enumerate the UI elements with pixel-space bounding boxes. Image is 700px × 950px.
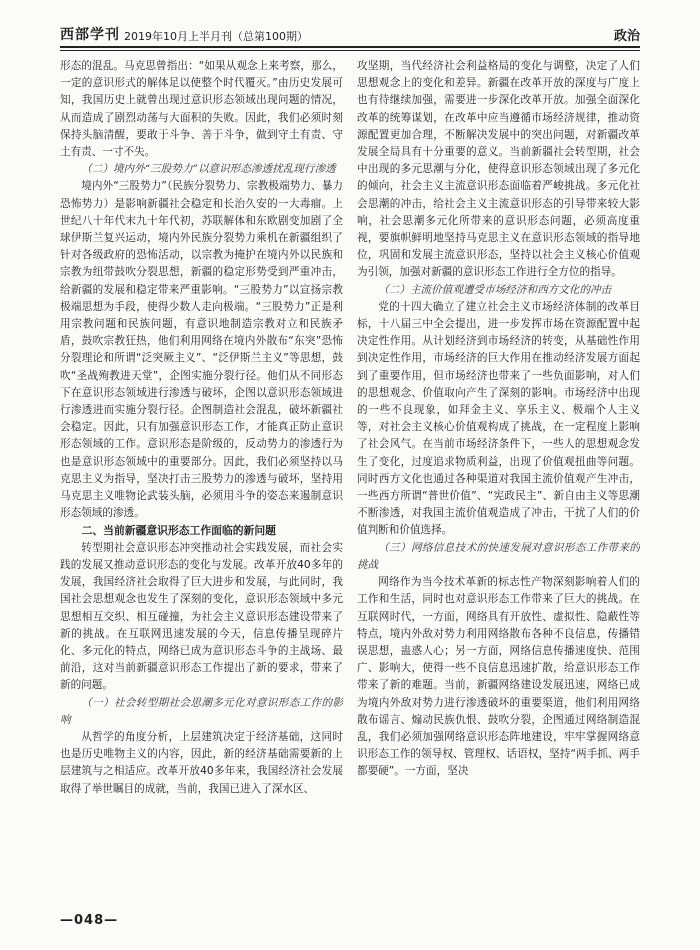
paragraph: 形态的混乱。马克思曾指出：“如果从观念上来考察，那么，一定的意识形式的解体足以使整个时代覆灭。”由历史发展可知，我国历史上就曾出现过意识形态领域出现问题的情况，从而造成了剧烈动荡与大面积的失败。因此，我们必须时刻保持头脑清醒，要敢于斗争、善于斗争，做到守土有责、守土有责、一寸不失。 xyxy=(60,60,343,159)
section-heading: （二）主流价值观遭受市场经济和西方文化的冲击 xyxy=(378,283,612,296)
header-rule-thin xyxy=(60,50,640,51)
header-rule-thick xyxy=(60,46,640,48)
paragraph: 党的十四大确立了建立社会主义市场经济体制的改革目标，十八届三中全会提出，进一步发挥市场在资源配置中起决定性作用。从计划经济到市场经济的转变，从基础性作用到决定性作用，市场经济的巨大作用在推动经济发展方面起到了重要作用，但市场经济也带来了一些负面影响，对人们的思想观念、价值取向产生了深刻的影响。市场经济中出现的一些不良现象，如拜金主义、享乐主义、极端个人主义等，对社会主义核心价值观构成了挑战，在一定程度上影响了社会风气。在当前市场经济条件下，一些人的思想观念发生了变化，过度追求物质利益，出现了价值观扭曲等问题。同时西方文化也通过各种渠道对我国主流价值观产生冲击，一些西方所谓“普世价值”、“宪政民主”、新自由主义等思潮不断渗透，对我国主流价值观造成了冲击，干扰了人们的价值判断和价值选择。 xyxy=(357,300,640,537)
journal-name: 西部学刊 xyxy=(60,27,120,43)
paragraph: 攻坚期，当代经济社会利益格局的变化与调整，决定了人们思想观念上的变化和差异。新疆在改革开放的深度与广度上也有待继续加强，需要进一步深化改革开放。加强全面深化改革的统筹谋划，在改革中应当遵循市场经济规律，推动资源配置更加合理，不断解决发展中的突出问题，对新疆改革发展全局具有十分重要的意义。当前新疆社会转型期，社会中出现的多元思潮与分化，使得意识形态领域出现了多元化的倾向，社会主义主流意识形态面临着严峻挑战。多元化社会思潮的冲击，给社会主义主流意识形态的引导带来较大影响，社会思潮多元化所带来的意识形态问题，必须高度重视，要旗帜鲜明地坚持马克思主义在意识形态领域的指导地位，巩固和发展主流意识形态，坚持以社会主义核心价值观为引领，加强对新疆的意识形态工作进行全方位的指导。 xyxy=(357,60,640,279)
right-column xyxy=(357,58,640,908)
paragraph: 网络作为当今技术革新的标志性产物深刻影响着人们的工作和生活，同时也对意识形态工作带来了巨大的挑战。在互联网时代，一方面，网络具有开放性、虚拟性、隐蔽性等特点，境内外敌对势力利用网络散布各种不良信息，传播错误思想，蛊惑人心；另一方面，网络信息传播速度快、范围广、影响大，使得一些不良信息迅速扩散，给意识形态工作带来了新的难题。当前，新疆网络建设发展迅速，网络已成为境内外敌对势力进行渗透破坏的重要渠道，他们利用网络散布谣言、煽动民族仇恨、鼓吹分裂，企图通过网络制造混乱，我们必须加强网络意识形态阵地建设，牢牢掌握网络意识形态工作的领导权、管理权、话语权，坚持“两手抓、两手都要硬”。一方面，坚决 xyxy=(357,576,640,778)
left-column xyxy=(60,58,343,908)
section-heading: （二）境内外“三股势力”以意识形态渗透扰乱现行渗透 xyxy=(81,163,336,176)
section-heading: （一）社会转型期社会思潮多元化对意识形态工作的影响 xyxy=(60,696,343,726)
paragraph: 从哲学的角度分析，上层建筑决定于经济基础，这同时也是历史唯物主义的内容，因此，新的经济基础需要新的上层建筑与之相适应。改革开放40多年来，我国经济社会发展取得了举世瞩目的成就，当前，我国已进入了深水区、 xyxy=(60,730,343,795)
section-heading: （三）网络信息技术的快速发展对意识形态工作带来的挑战 xyxy=(357,541,640,571)
paragraph: 境内外“三股势力”（民族分裂势力、宗教极端势力、暴力恐怖势力）是影响新疆社会稳定和长治久安的一大毒瘤。上世纪八十年代末九十年代初，苏联解体和东欧剧变加剧了全球伊斯兰复兴运动，境内外民族分裂势力乘机在新疆组织了针对各级政府的恐怖活动，以宗教为掩护在境内外以民族和宗教为纽带鼓吹分裂思想，新疆的稳定形势受到严重冲击，给新疆的发展和稳定带来严重影响。“三股势力”以宣扬宗教极端思想为手段，使得少数人走向极端。“三股势力”正是利用宗教问题和民族问题，有意识地制造宗教对立和民族矛盾，鼓吹宗教狂热，他们利用网络在境内外散布“东突”恐怖分裂理论和所谓“泛突厥主义”、“泛伊斯兰主义”等思想，鼓吹“圣战殉教进天堂”，企图实施分裂行径。他们从不同形态下在意识形态领域进行渗透与破坏，企图以意识形态领域进行渗透进而实施分裂行径。企图制造社会混乱，破坏新疆社会稳定。因此，只有加强意识形态工作，才能真正防止意识形态领域的工作。意识形态是阶级的，反动势力的渗透行为也是意识形态领域中的重要部分。因此，我们必须坚持以马克思主义为指导，坚决打击三股势力的渗透与破坏，坚持用马克思主义唯物论武装头脑，必须用斗争的姿态来遏制意识形态领域的渗透。 xyxy=(60,180,343,520)
section-heading: 二、当前新疆意识形态工作面临的新问题 xyxy=(81,524,276,538)
running-header xyxy=(60,20,640,44)
issue-info: 2019年10月上半月刊（总第100期） xyxy=(124,30,308,43)
paragraph: 转型期社会意识形态冲突推动社会实践发展，而社会实践的发展又推动意识形态的变化与发展。改革开放40多年的发展，我国经济社会取得了巨大进步和发展，与此同时，我国社会思想观念也发生了深刻的变化，意识形态领域中多元思想相互交织、相互碰撞，为社会主义意识形态建设带来了新的挑战。在互联网迅速发展的今天，信息传播呈现碎片化、多元化的特点，网络已成为意识形态斗争的主战场、最前沿，这对当前新疆意识形态工作提出了新的要求，带来了新的问题。 xyxy=(60,541,343,692)
page-number: —048— xyxy=(60,913,119,928)
body-columns xyxy=(60,58,640,908)
header-left xyxy=(60,24,308,44)
section-label: 政治 xyxy=(613,29,640,44)
